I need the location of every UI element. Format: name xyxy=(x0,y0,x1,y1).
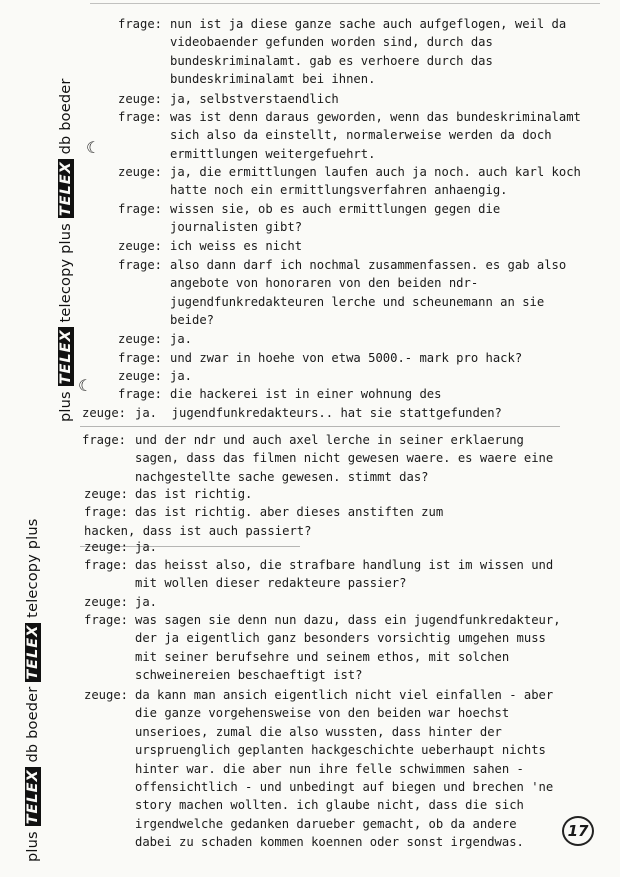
telex-sidebar-lower xyxy=(25,518,41,862)
transcript-line: ja. xyxy=(170,332,193,346)
transcript-entry xyxy=(82,431,553,486)
transcript-line: wissen sie, ob es auch ermittlungen gegen die xyxy=(170,202,501,216)
transcript-line: beide? xyxy=(170,313,215,328)
transcript-line: jugendfunkredakteuren lerche und scheunemann an sie xyxy=(170,294,545,309)
transcript-entry xyxy=(118,237,302,255)
transcript-entry xyxy=(118,367,192,385)
sidebar-db-boeder: db boeder xyxy=(25,686,41,763)
transcript-line: ja. xyxy=(135,595,158,609)
speaker-label: zeuge: xyxy=(84,540,129,554)
transcript-line: journalisten gibt? xyxy=(170,220,303,235)
transcript-line: ermittlungen weitergefuehrt. xyxy=(170,146,376,161)
transcript-entry xyxy=(118,330,192,348)
transcript-line: ja. xyxy=(170,369,193,383)
transcript-line: ja. jugendfunkredakteurs.. hat sie stattgefunden? xyxy=(135,406,502,420)
transcript-entry xyxy=(84,485,252,503)
transcript-entry xyxy=(118,108,581,163)
speaker-label: frage: xyxy=(118,17,163,31)
transcript-line: was sagen sie denn nun dazu, dass ein jugendfunkredakteur, xyxy=(135,613,561,627)
transcript-line: das ist richtig. xyxy=(135,487,253,501)
transcript-line: story machen wollten. ich glaube nicht, dass die sich xyxy=(135,798,524,813)
speaker-label: zeuge: xyxy=(118,332,163,346)
moon-icon: ☾ xyxy=(78,376,93,395)
transcript-entry xyxy=(118,15,566,89)
speaker-label: frage: xyxy=(84,613,129,627)
speaker-label: zeuge: xyxy=(118,369,163,383)
sidebar-telecopy: telecopy plus xyxy=(58,223,74,323)
speaker-label: frage: xyxy=(82,433,127,447)
transcript-entry xyxy=(118,349,522,367)
transcript-line: das heisst also, die strafbare handlung ist im wissen und xyxy=(135,558,554,572)
speaker-label: frage: xyxy=(118,202,163,216)
sidebar-db-boeder: db boeder xyxy=(58,78,74,155)
sidebar-plus: plus xyxy=(25,831,41,862)
transcript-entry xyxy=(84,593,157,611)
speaker-label: zeuge: xyxy=(82,406,127,420)
transcript-line: dabei zu schaden kommen koennen oder sonst irgendwas. xyxy=(135,835,524,850)
sidebar-plus: plus xyxy=(58,391,74,422)
transcript-line: mit seiner berufsehre und seinem ethos, mit solchen xyxy=(135,649,510,664)
speaker-label: zeuge: xyxy=(118,165,163,179)
transcript-line: irgendwelche gedanken darueber gemacht, ob da andere xyxy=(135,816,517,831)
transcript-entry xyxy=(118,90,339,108)
transcript-line: mit wollen dieser redakteure passier? xyxy=(135,576,407,591)
transcript-line: unserioes, zumal die also wussten, dass hinter der xyxy=(135,724,502,739)
transcript-line: ja. xyxy=(135,540,158,554)
scan-artifact-line xyxy=(80,426,560,427)
transcript-line: schweinereien beschaeftigt ist? xyxy=(135,668,363,683)
transcript-line: angebote von honoraren von den beiden ndr- xyxy=(170,276,479,291)
transcript-line: und zwar in hoehe von etwa 5000.- mark pro hack? xyxy=(170,351,523,365)
transcript-line: nun ist ja diese ganze sache auch aufgeflogen, weil da xyxy=(170,17,567,31)
speaker-label: frage: xyxy=(118,351,163,365)
sidebar-telex-logo: TELEX xyxy=(25,769,41,825)
transcript-line: urspruenglich geplanten hackgeschichte ueberhaupt nichts xyxy=(135,743,546,758)
transcript-entry xyxy=(84,611,561,685)
transcript-line: bundeskriminalamt bei ihnen. xyxy=(170,72,376,87)
transcript-entry xyxy=(118,385,442,403)
sidebar-telex-logo: TELEX xyxy=(58,161,74,217)
speaker-label: zeuge: xyxy=(84,688,129,702)
transcript-line: ja, die ermittlungen laufen auch ja noch. auch karl koch xyxy=(170,165,581,179)
speaker-label: frage: xyxy=(84,505,129,519)
transcript-line: da kann man ansich eigentlich nicht viel einfallen - aber xyxy=(135,688,554,702)
transcript-entry xyxy=(84,556,553,593)
speaker-label: zeuge: xyxy=(118,92,163,106)
transcript-line: offensichtlich - und unbedingt auf biegen und brechen 'ne xyxy=(135,780,554,795)
transcript-line: sagen, dass das filmen nicht gewesen waere. es waere eine xyxy=(135,451,554,466)
transcript-line: also dann darf ich nochmal zusammenfassen. es gab also xyxy=(170,258,567,272)
transcript-entry xyxy=(118,256,566,330)
transcript-entry xyxy=(84,538,157,556)
transcript-line: hinter war. die aber nun ihre felle schwimmen sahen - xyxy=(135,761,524,776)
transcript-entry xyxy=(84,686,553,852)
speaker-label: frage: xyxy=(118,110,163,124)
transcript-entry xyxy=(84,503,443,521)
sidebar-telex-logo: TELEX xyxy=(58,329,74,385)
transcript-line: nachgestellte sache gewesen. stimmt das? xyxy=(135,469,429,484)
transcript-line: was ist denn daraus geworden, wenn das bundeskriminalamt xyxy=(170,110,581,124)
transcript-line: bundeskriminalamt. gab es verhoere durch das xyxy=(170,53,493,68)
transcript-entry xyxy=(118,200,500,237)
sidebar-telecopy: telecopy plus xyxy=(25,518,41,618)
transcript-line: die hackerei ist in einer wohnung des xyxy=(170,387,442,401)
top-edge-line xyxy=(90,3,600,4)
telex-sidebar-upper xyxy=(58,78,74,422)
transcript-line: der ja eigentlich ganz besonders vorsichtig umgehen muss xyxy=(135,631,546,646)
page-number: 17 xyxy=(562,816,594,846)
transcript-line: die ganze vorgehensweise von den beiden war hoechst xyxy=(135,706,510,721)
transcript-entry xyxy=(118,163,581,200)
speaker-label: zeuge: xyxy=(84,487,129,501)
transcript-line: das ist richtig. aber dieses anstiften zum xyxy=(135,505,444,519)
speaker-label: zeuge: xyxy=(84,595,129,609)
transcript-line: hatte noch ein ermittlungsverfahren anhaengig. xyxy=(170,183,508,198)
sidebar-telex-logo: TELEX xyxy=(25,624,41,680)
transcript-line: sich also da einstellt, normalerweise werden da doch xyxy=(170,128,552,143)
speaker-label: frage: xyxy=(118,258,163,272)
transcript-line: hacken, dass ist auch passiert? xyxy=(84,524,312,538)
transcript-line: und der ndr und auch axel lerche in seiner erklaerung xyxy=(135,433,524,447)
speaker-label: zeuge: xyxy=(118,239,163,253)
speaker-label: frage: xyxy=(118,387,163,401)
transcript-line: ich weiss es nicht xyxy=(170,239,303,253)
moon-icon: ☾ xyxy=(86,138,101,157)
speaker-label: frage: xyxy=(84,558,129,572)
transcript-entry xyxy=(82,404,502,422)
transcript-line: ja, selbstverstaendlich xyxy=(170,92,339,106)
transcript-line: videobaender gefunden worden sind, durch das xyxy=(170,35,493,50)
